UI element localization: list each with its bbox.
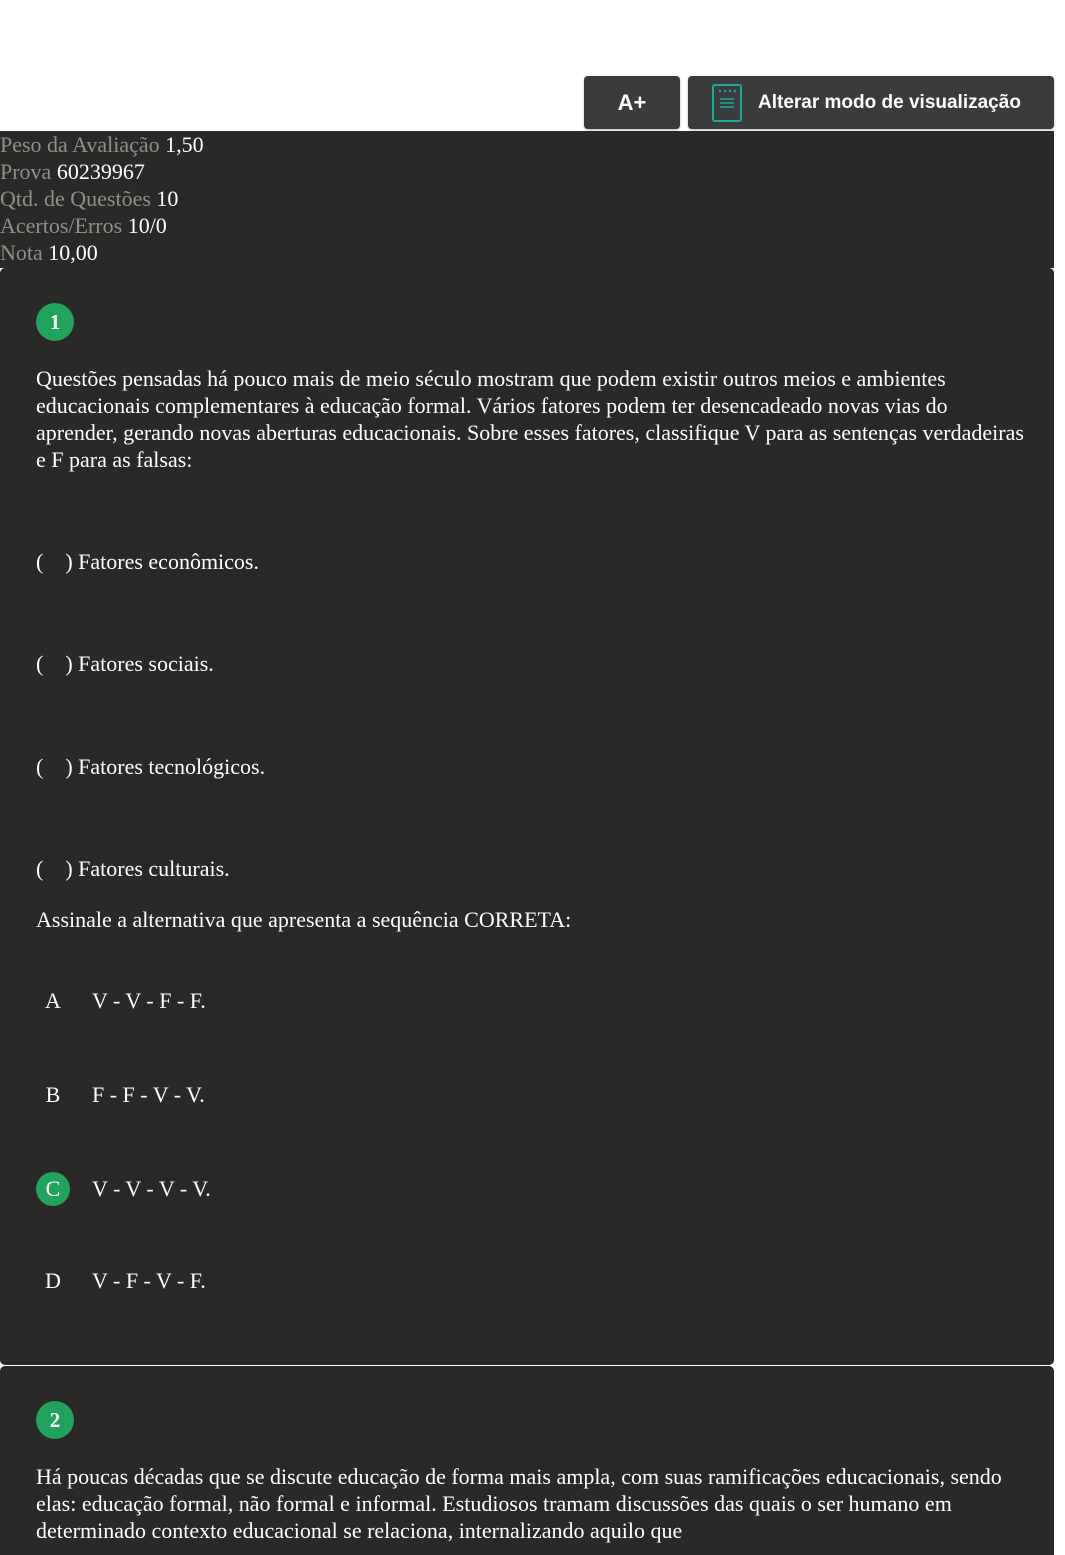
option-letter: B	[45, 1082, 61, 1107]
question-statement: Questões pensadas há pouco mais de meio século mostram que podem existir outros meios e ambientes educacionais complementares à educação formal. Vários fatores podem ter desencadeado novas vias do aprender, gerando novas aberturas educacionais. Sobre esses fatores, classifique V para as sentenças verdadeiras e F para as falsas:	[36, 366, 1024, 472]
answer-option-a[interactable]	[36, 984, 206, 1018]
option-letter-correct: C	[36, 1172, 70, 1206]
increase-font-button[interactable]: A+	[584, 76, 680, 129]
question-count-label: Qtd. de Questões	[0, 186, 151, 211]
change-view-mode-button[interactable]	[688, 76, 1054, 129]
answer-option-d[interactable]	[36, 1264, 206, 1298]
weight-value: 1,50	[165, 132, 204, 157]
option-text: F - F - V - V.	[92, 1082, 205, 1107]
score-value: 10/0	[127, 213, 167, 238]
option-letter: D	[45, 1268, 61, 1293]
exam-row	[0, 158, 1054, 185]
exam-label: Prova	[0, 159, 52, 184]
option-letter: A	[45, 988, 61, 1013]
option-text: V - V - F - F.	[92, 988, 206, 1013]
answer-option-c[interactable]	[36, 1172, 211, 1206]
option-text: V - V - V - V.	[92, 1176, 211, 1201]
question-statement: Há poucas décadas que se discute educação de forma mais ampla, com suas ramificações educacionais, sendo elas: educação formal, não formal e informal. Estudiosos tramam discussões das quais o ser humano em determinado contexto educacional se relaciona, internalizando aquilo que	[36, 1464, 1002, 1543]
statement-item: ( ) Fatores tecnológicos.	[36, 754, 266, 779]
question-count-row	[0, 185, 1054, 212]
score-label: Acertos/Erros	[0, 213, 123, 238]
statement-item: ( ) Fatores sociais.	[36, 651, 214, 676]
option-text: V - F - V - F.	[92, 1268, 206, 1293]
weight-label: Peso da Avaliação	[0, 132, 160, 157]
change-view-mode-label: Alterar modo de visualização	[758, 91, 1021, 113]
exam-value: 60239967	[56, 159, 145, 184]
score-row	[0, 212, 1054, 239]
exam-summary-panel	[0, 131, 1054, 268]
question-number-badge: 2	[36, 1401, 74, 1439]
grade-value: 10,00	[48, 240, 98, 265]
grade-row	[0, 239, 1054, 266]
question-prompt: Assinale a alternativa que apresenta a sequência CORRETA:	[36, 907, 572, 932]
toolbar	[584, 76, 1054, 131]
document-icon	[712, 84, 742, 122]
question-count-value: 10	[156, 186, 179, 211]
statement-item: ( ) Fatores econômicos.	[36, 549, 259, 574]
question-number-badge: 1	[36, 303, 74, 341]
weight-row	[0, 131, 1054, 158]
statement-item: ( ) Fatores culturais.	[36, 856, 230, 881]
grade-label: Nota	[0, 240, 43, 265]
question-card-2	[0, 1366, 1054, 1555]
question-card-1	[0, 268, 1054, 1365]
answer-option-b[interactable]	[36, 1078, 205, 1112]
